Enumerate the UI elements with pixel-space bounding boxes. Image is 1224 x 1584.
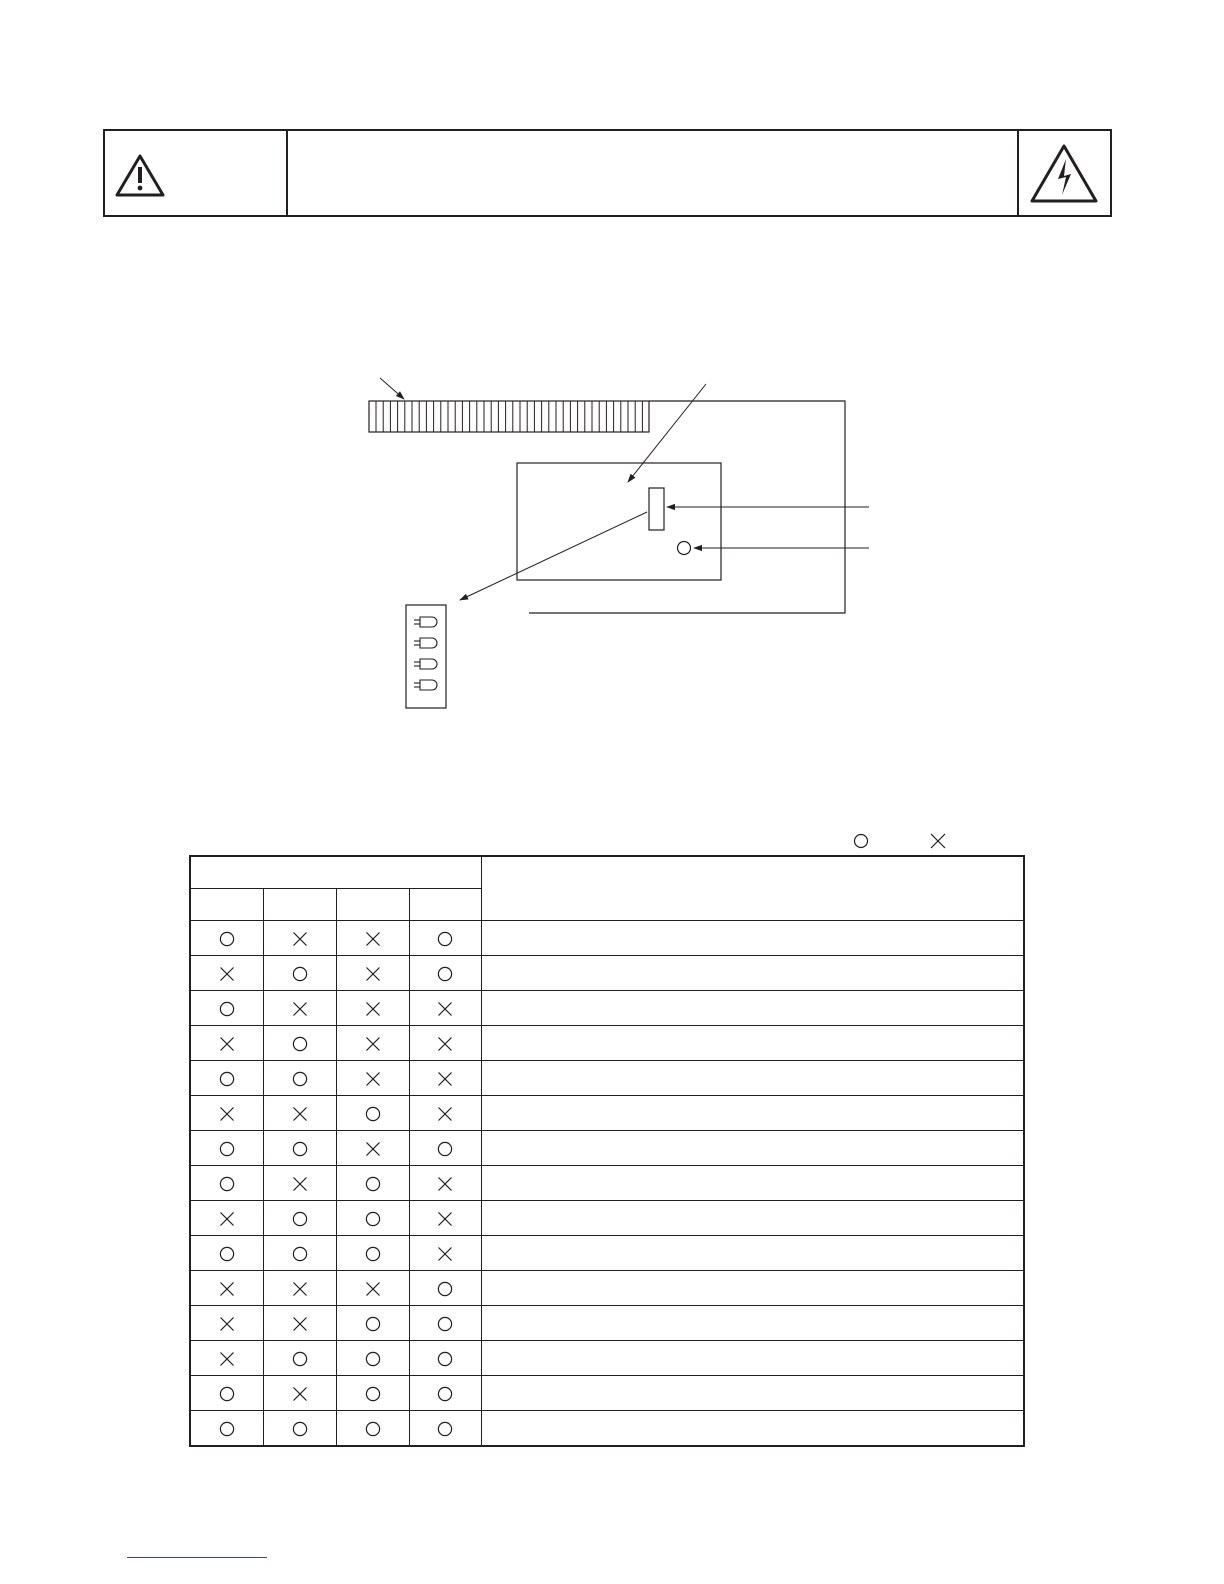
led-state-cell <box>409 1376 481 1411</box>
led-on-circle-icon <box>365 1386 381 1402</box>
description-cell <box>481 991 1024 1026</box>
led-state-cell <box>263 1271 336 1306</box>
description-cell <box>481 1376 1024 1411</box>
led-on-circle-icon <box>437 1386 453 1402</box>
led-detail-leader <box>460 512 647 600</box>
led-state-cell <box>263 1026 336 1061</box>
led-state-cell <box>263 1131 336 1166</box>
led-off-cross-icon <box>437 1071 453 1087</box>
led-off-cross-icon <box>292 1176 308 1192</box>
connector-leader <box>380 378 404 399</box>
led-header-4 <box>409 889 481 921</box>
led-off-cross-icon <box>365 1071 381 1087</box>
led-on-circle-icon <box>219 931 235 947</box>
led-off-cross-icon <box>365 966 381 982</box>
led-on-circle-icon <box>219 1001 235 1017</box>
led-state-cell <box>190 1201 263 1236</box>
led-on-circle-icon <box>365 1316 381 1332</box>
led-detail-box <box>406 605 446 708</box>
led-status-table <box>189 855 1025 1447</box>
description-header <box>481 856 1024 921</box>
table-row <box>190 1236 1024 1271</box>
led-block <box>649 488 664 530</box>
description-cell <box>481 1166 1024 1201</box>
led-off-cross-icon <box>437 1106 453 1122</box>
led-state-cell <box>263 1236 336 1271</box>
led-state-cell <box>409 1341 481 1376</box>
led-on-circle-icon <box>437 931 453 947</box>
description-cell <box>481 1026 1024 1061</box>
led-on-circle-icon <box>365 1211 381 1227</box>
led-state-cell <box>263 1411 336 1447</box>
led-off-cross-icon <box>365 931 381 947</box>
led-state-cell <box>336 1026 409 1061</box>
led-state-cell <box>409 921 481 956</box>
description-cell <box>481 956 1024 991</box>
led-off-cross-icon <box>219 1106 235 1122</box>
led-state-cell <box>336 1131 409 1166</box>
led-icon <box>414 680 437 690</box>
led-state-cell <box>263 921 336 956</box>
table-row <box>190 1306 1024 1341</box>
led-group-header <box>190 856 481 889</box>
led-off-cross-icon <box>292 1106 308 1122</box>
sub-board <box>517 463 721 580</box>
led-off-cross-icon <box>365 1281 381 1297</box>
led-state-cell <box>263 1061 336 1096</box>
led-on-circle-icon <box>219 1141 235 1157</box>
led-off-cross-icon <box>219 1281 235 1297</box>
led-off-cross-icon <box>437 1176 453 1192</box>
table-row <box>190 1341 1024 1376</box>
led-state-cell <box>190 1271 263 1306</box>
legend-cross-icon <box>931 834 945 848</box>
led-state-cell <box>190 1376 263 1411</box>
table-row <box>190 1376 1024 1411</box>
led-state-cell <box>336 956 409 991</box>
led-state-cell <box>409 1166 481 1201</box>
legend <box>840 831 960 851</box>
led-state-cell <box>409 1026 481 1061</box>
led-on-circle-icon <box>292 1211 308 1227</box>
led-on-circle-icon <box>292 1141 308 1157</box>
led-on-circle-icon <box>292 1246 308 1262</box>
led-state-cell <box>190 1026 263 1061</box>
led-state-cell <box>409 991 481 1026</box>
table-row <box>190 1131 1024 1166</box>
led-off-cross-icon <box>292 931 308 947</box>
led-on-circle-icon <box>292 1071 308 1087</box>
led-on-circle-icon <box>365 1421 381 1437</box>
led-state-cell <box>263 1201 336 1236</box>
description-cell <box>481 921 1024 956</box>
led-state-cell <box>190 1131 263 1166</box>
led-state-cell <box>190 956 263 991</box>
led-on-circle-icon <box>365 1246 381 1262</box>
table-row <box>190 1201 1024 1236</box>
led-state-cell <box>409 1236 481 1271</box>
led-icon <box>414 638 437 648</box>
led-off-cross-icon <box>292 1316 308 1332</box>
led-state-cell <box>336 1271 409 1306</box>
led-off-cross-icon <box>219 1316 235 1332</box>
led-state-cell <box>190 1236 263 1271</box>
led-on-circle-icon <box>437 1281 453 1297</box>
led-on-circle-icon <box>219 1421 235 1437</box>
led-state-cell <box>336 1306 409 1341</box>
led-on-circle-icon <box>219 1071 235 1087</box>
sub-board-leader <box>628 384 706 482</box>
led-off-cross-icon <box>292 1386 308 1402</box>
led-state-cell <box>190 991 263 1026</box>
led-state-cell <box>409 1096 481 1131</box>
table-row <box>190 1166 1024 1201</box>
table-row <box>190 1061 1024 1096</box>
table-row <box>190 921 1024 956</box>
description-cell <box>481 1306 1024 1341</box>
table-row <box>190 1271 1024 1306</box>
led-state-cell <box>336 1341 409 1376</box>
led-state-cell <box>190 1166 263 1201</box>
led-state-cell <box>409 956 481 991</box>
description-cell <box>481 1131 1024 1166</box>
led-state-cell <box>263 1341 336 1376</box>
round-indicator <box>678 542 691 555</box>
led-state-cell <box>336 1411 409 1447</box>
led-header-1 <box>190 889 263 921</box>
led-on-circle-icon <box>437 966 453 982</box>
led-on-circle-icon <box>365 1106 381 1122</box>
led-icon <box>414 617 437 627</box>
led-state-cell <box>336 1201 409 1236</box>
table-row <box>190 1026 1024 1061</box>
description-cell <box>481 1201 1024 1236</box>
led-off-cross-icon <box>437 1036 453 1052</box>
table-row <box>190 1096 1024 1131</box>
led-off-cross-icon <box>365 1036 381 1052</box>
led-header-3 <box>336 889 409 921</box>
led-state-cell <box>409 1306 481 1341</box>
description-cell <box>481 1096 1024 1131</box>
led-state-cell <box>336 1376 409 1411</box>
led-off-cross-icon <box>219 1351 235 1367</box>
led-icon <box>414 659 437 669</box>
led-off-cross-icon <box>292 1001 308 1017</box>
description-cell <box>481 1061 1024 1096</box>
led-on-circle-icon <box>292 1351 308 1367</box>
led-on-circle-icon <box>219 1176 235 1192</box>
table-row <box>190 991 1024 1026</box>
led-state-cell <box>409 1201 481 1236</box>
led-state-cell <box>263 1096 336 1131</box>
led-state-cell <box>336 1166 409 1201</box>
led-state-cell <box>263 991 336 1026</box>
led-state-cell <box>336 1061 409 1096</box>
led-state-cell <box>190 921 263 956</box>
led-on-circle-icon <box>437 1351 453 1367</box>
led-on-circle-icon <box>219 1386 235 1402</box>
led-header-2 <box>263 889 336 921</box>
led-on-circle-icon <box>219 1246 235 1262</box>
led-state-cell <box>336 1236 409 1271</box>
led-state-cell <box>336 991 409 1026</box>
led-off-cross-icon <box>219 966 235 982</box>
led-state-cell <box>409 1131 481 1166</box>
led-on-circle-icon <box>292 1036 308 1052</box>
led-state-cell <box>263 1376 336 1411</box>
led-state-cell <box>409 1061 481 1096</box>
footer-link-underline[interactable] <box>127 1557 267 1558</box>
led-off-cross-icon <box>219 1211 235 1227</box>
led-state-cell <box>263 1166 336 1201</box>
led-state-cell <box>336 921 409 956</box>
led-state-cell <box>190 1061 263 1096</box>
led-state-cell <box>190 1411 263 1447</box>
led-on-circle-icon <box>365 1351 381 1367</box>
led-state-cell <box>409 1271 481 1306</box>
led-state-cell <box>409 1411 481 1447</box>
led-state-cell <box>190 1306 263 1341</box>
led-state-cell <box>336 1096 409 1131</box>
led-on-circle-icon <box>365 1176 381 1192</box>
edge-connector <box>369 401 649 432</box>
led-off-cross-icon <box>292 1281 308 1297</box>
led-on-circle-icon <box>437 1316 453 1332</box>
led-state-cell <box>190 1341 263 1376</box>
led-off-cross-icon <box>437 1001 453 1017</box>
led-on-circle-icon <box>292 1421 308 1437</box>
led-off-cross-icon <box>365 1141 381 1157</box>
led-off-cross-icon <box>365 1001 381 1017</box>
led-on-circle-icon <box>437 1141 453 1157</box>
led-off-cross-icon <box>437 1211 453 1227</box>
led-state-cell <box>263 956 336 991</box>
table-row <box>190 1411 1024 1447</box>
led-off-cross-icon <box>219 1036 235 1052</box>
led-off-cross-icon <box>437 1246 453 1262</box>
led-on-circle-icon <box>437 1421 453 1437</box>
description-cell <box>481 1236 1024 1271</box>
led-state-cell <box>190 1096 263 1131</box>
legend-circle-icon <box>855 835 868 848</box>
description-cell <box>481 1341 1024 1376</box>
led-state-cell <box>263 1306 336 1341</box>
description-cell <box>481 1271 1024 1306</box>
description-cell <box>481 1411 1024 1447</box>
led-on-circle-icon <box>292 966 308 982</box>
table-row <box>190 956 1024 991</box>
